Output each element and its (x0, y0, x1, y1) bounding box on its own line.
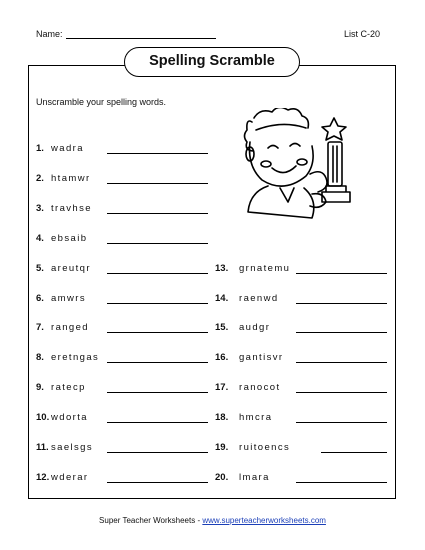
name-answer-line[interactable] (66, 38, 216, 39)
scrambled-word: eretngas (51, 352, 100, 363)
scrambled-word: wdorta (51, 412, 88, 423)
answer-line[interactable] (107, 273, 208, 274)
footer-link[interactable]: www.superteacherworksheets.com (202, 516, 326, 525)
scrambled-word: hmcra (239, 412, 273, 423)
word-item-1 (36, 143, 212, 157)
word-item-13 (215, 263, 391, 277)
scrambled-word: ranged (51, 322, 89, 333)
answer-line[interactable] (296, 422, 387, 423)
word-item-9 (36, 382, 212, 396)
word-item-2 (36, 173, 212, 187)
footer (0, 516, 425, 525)
word-number: 11. (36, 442, 49, 453)
word-number: 20. (215, 472, 229, 483)
answer-line[interactable] (107, 213, 208, 214)
scrambled-word: raenwd (239, 293, 279, 304)
word-number: 14. (215, 293, 229, 304)
word-number: 5. (36, 263, 44, 274)
word-item-4 (36, 233, 212, 247)
answer-line[interactable] (107, 362, 208, 363)
word-item-16 (215, 352, 391, 366)
answer-line[interactable] (107, 392, 208, 393)
word-number: 18. (215, 412, 229, 423)
word-item-14 (215, 293, 391, 307)
scrambled-word: amwrs (51, 293, 86, 304)
word-number: 19. (215, 442, 229, 453)
word-item-11 (36, 442, 212, 456)
scrambled-word: wadra (51, 143, 84, 154)
word-item-6 (36, 293, 212, 307)
word-item-5 (36, 263, 212, 277)
word-item-19 (215, 442, 391, 456)
scrambled-word: ebsaib (51, 233, 88, 244)
answer-line[interactable] (107, 153, 208, 154)
word-item-18 (215, 412, 391, 426)
scrambled-word: areutqr (51, 263, 91, 274)
word-item-3 (36, 203, 212, 217)
scrambled-word: wderar (51, 472, 89, 483)
scrambled-word: ratecp (51, 382, 86, 393)
word-item-17 (215, 382, 391, 396)
word-number: 17. (215, 382, 229, 393)
word-number: 3. (36, 203, 44, 214)
word-number: 13. (215, 263, 229, 274)
word-item-15 (215, 322, 391, 336)
answer-line[interactable] (296, 303, 387, 304)
scrambled-word: ruitoencs (239, 442, 291, 453)
child-trophy-icon (238, 108, 370, 220)
word-item-12 (36, 472, 212, 486)
answer-line[interactable] (296, 482, 387, 483)
scrambled-word: lmara (239, 472, 270, 483)
answer-line[interactable] (107, 183, 208, 184)
word-number: 16. (215, 352, 229, 363)
word-number: 8. (36, 352, 44, 363)
word-number: 4. (36, 233, 44, 244)
answer-line[interactable] (107, 422, 208, 423)
scrambled-word: grnatemu (239, 263, 291, 274)
footer-separator: - (195, 516, 203, 525)
word-number: 1. (36, 143, 44, 154)
word-item-20 (215, 472, 391, 486)
word-item-10 (36, 412, 212, 426)
answer-line[interactable] (296, 332, 387, 333)
word-number: 15. (215, 322, 229, 333)
scrambled-word: travhse (51, 203, 92, 214)
answer-line[interactable] (107, 243, 208, 244)
answer-line[interactable] (107, 452, 208, 453)
answer-line[interactable] (296, 392, 387, 393)
word-number: 6. (36, 293, 44, 304)
scrambled-word: saelsgs (51, 442, 94, 453)
answer-line[interactable] (296, 273, 387, 274)
answer-line[interactable] (321, 452, 387, 453)
word-number: 9. (36, 382, 44, 393)
answer-line[interactable] (296, 362, 387, 363)
word-number: 7. (36, 322, 44, 333)
word-number: 10. (36, 412, 50, 423)
answer-line[interactable] (107, 332, 208, 333)
answer-line[interactable] (107, 482, 208, 483)
footer-brand: Super Teacher Worksheets (99, 516, 196, 525)
word-item-8 (36, 352, 212, 366)
name-label: Name: (36, 29, 63, 39)
instructions: Unscramble your spelling words. (36, 97, 167, 107)
word-number: 2. (36, 173, 44, 184)
answer-line[interactable] (107, 303, 208, 304)
worksheet-title: Spelling Scramble (124, 47, 300, 77)
word-number: 12. (36, 472, 50, 483)
scrambled-word: ranocot (239, 382, 281, 393)
scrambled-word: htamwr (51, 173, 91, 184)
word-item-7 (36, 322, 212, 336)
scrambled-word: gantisvr (239, 352, 284, 363)
scrambled-word: audgr (239, 322, 271, 333)
list-label: List C-20 (344, 29, 381, 39)
